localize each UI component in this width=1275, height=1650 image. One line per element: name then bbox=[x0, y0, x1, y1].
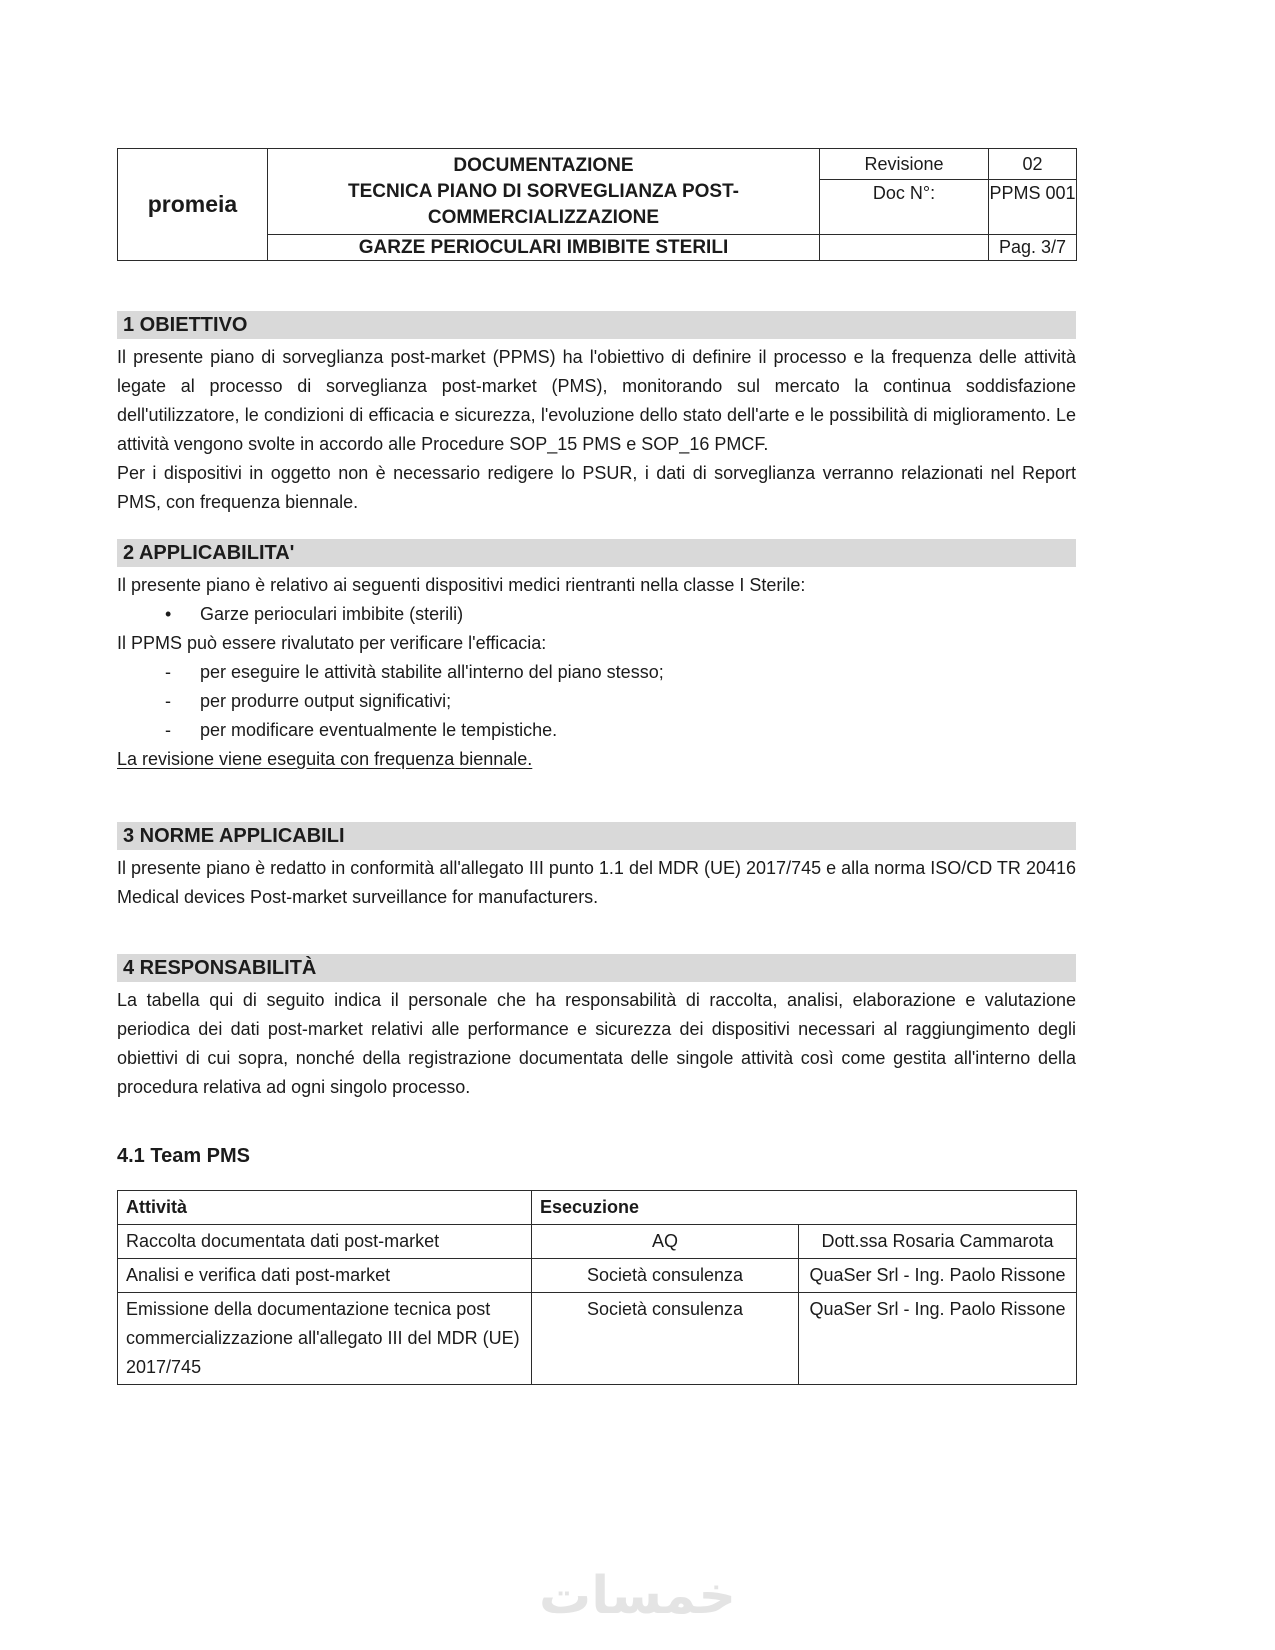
bullet-item-text: Garze perioculari imbibite (sterili) bbox=[200, 604, 464, 624]
bullet-list-item bbox=[117, 600, 1076, 629]
applicabilita-revaluation-intro: Il PPMS può essere rivalutato per verificare l'efficacia: bbox=[117, 633, 547, 653]
cell-esecuzione: Società consulenza bbox=[532, 1293, 799, 1385]
doc-number-label: Doc N°: bbox=[820, 180, 989, 235]
empty-cell bbox=[820, 235, 989, 261]
team-table bbox=[117, 1190, 1077, 1385]
doc-title-line-3: COMMERCIALIZZAZIONE bbox=[427, 206, 660, 228]
doc-number-value: PPMS 001 bbox=[989, 180, 1077, 235]
obiettivo-paragraph-2: Per i dispositivi in oggetto non è necessario redigere lo PSUR, i dati di sorveglianza verranno relazionati nel Report PMS, con frequenza biennale. bbox=[117, 463, 1076, 512]
applicabilita-underlined-note: La revisione viene eseguita con frequenza biennale. bbox=[117, 749, 533, 769]
cell-referente: Dott.ssa Rosaria Cammarota bbox=[799, 1225, 1077, 1259]
dash-item-text: per produrre output significativi; bbox=[200, 691, 452, 711]
team-table-header-attivita: Attività bbox=[118, 1191, 532, 1225]
team-table-header-row bbox=[118, 1191, 1077, 1225]
section-heading-obiettivo: 1 OBIETTIVO bbox=[117, 311, 1076, 339]
doc-title-line-2: TECNICA PIANO DI SORVEGLIANZA POST- bbox=[348, 180, 739, 202]
revision-label: Revisione bbox=[820, 149, 989, 180]
revision-value: 02 bbox=[989, 149, 1077, 180]
dash-marker: - bbox=[165, 691, 171, 711]
doc-title-line-1: DOCUMENTAZIONE bbox=[453, 154, 634, 176]
document-content bbox=[117, 148, 1076, 1385]
table-row bbox=[118, 1259, 1077, 1293]
section-heading-norme: 3 NORME APPLICABILI bbox=[117, 822, 1076, 850]
norme-paragraph: Il presente piano è redatto in conformità all'allegato III punto 1.1 del MDR (UE) 2017/745 e alla norma ISO/CD TR 20416 Medical devices Post-market surveillance for manufacturers. bbox=[117, 858, 1076, 907]
table-row bbox=[118, 1293, 1077, 1385]
applicabilita-intro: Il presente piano è relativo ai seguenti dispositivi medici rientranti nella classe I Sterile: bbox=[117, 575, 806, 595]
cell-attivita: Analisi e verifica dati post-market bbox=[118, 1259, 532, 1293]
dash-marker: - bbox=[165, 662, 171, 682]
cell-attivita: Emissione della documentazione tecnica post commercializzazione all'allegato III del MDR (UE) 2017/745 bbox=[118, 1293, 532, 1385]
cell-referente: QuaSer Srl - Ing. Paolo Rissone bbox=[799, 1293, 1077, 1385]
dash-item-text: per eseguire le attività stabilite all'interno del piano stesso; bbox=[200, 662, 664, 682]
team-table-header-esecuzione: Esecuzione bbox=[532, 1191, 1077, 1225]
bullet-marker: • bbox=[165, 604, 172, 624]
cell-attivita: Raccolta documentata dati post-market bbox=[118, 1225, 532, 1259]
cell-esecuzione: AQ bbox=[532, 1225, 799, 1259]
table-row bbox=[118, 1225, 1077, 1259]
section-heading-responsabilita: 4 RESPONSABILITÀ bbox=[117, 954, 1076, 982]
responsabilita-paragraph: La tabella qui di seguito indica il personale che ha responsabilità di raccolta, analisi, elaborazione e valutazione periodica dei dati post-market relativi alle performance e sicurezza dei dispositivi necessari al raggiungimento degli obiettivi di cui sopra, nonché della registrazione documentata delle singole attività così come gestita all'interno della procedura relativa ad ogni singolo processo. bbox=[117, 990, 1076, 1097]
section-heading-applicabilita: 2 APPLICABILITA' bbox=[117, 539, 1076, 567]
cell-esecuzione: Società consulenza bbox=[532, 1259, 799, 1293]
doc-title bbox=[268, 149, 820, 235]
obiettivo-paragraph-1: Il presente piano di sorveglianza post-market (PPMS) ha l'obiettivo di definire il processo e la frequenza delle attività legate al processo di sorveglianza post-market (PMS), monitorando sul mercato la continua soddisfazione dell'utilizzatore, le condizioni di efficacia e sicurezza, l'evoluzione dello stato dell'arte e le possibilità di miglioramento. Le attività vengono svolte in accordo alle Procedure SOP_15 PMS e SOP_16 PMCF. bbox=[117, 347, 1076, 454]
dash-marker: - bbox=[165, 720, 171, 740]
cell-referente: QuaSer Srl - Ing. Paolo Rissone bbox=[799, 1259, 1077, 1293]
dash-list-item bbox=[117, 716, 1076, 745]
page-number: Pag. 3/7 bbox=[989, 235, 1077, 261]
subheading-team-pms: 4.1 Team PMS bbox=[117, 1145, 251, 1167]
doc-header-table bbox=[117, 148, 1077, 261]
doc-subtitle: GARZE PERIOCULARI IMBIBITE STERILI bbox=[268, 235, 820, 261]
khamsat-watermark: خمسات bbox=[538, 1566, 737, 1626]
dash-item-text: per modificare eventualmente le tempistiche. bbox=[200, 720, 558, 740]
dash-list-item bbox=[117, 658, 1076, 687]
dash-list-item bbox=[117, 687, 1076, 716]
company-logo: promeia bbox=[118, 149, 268, 261]
